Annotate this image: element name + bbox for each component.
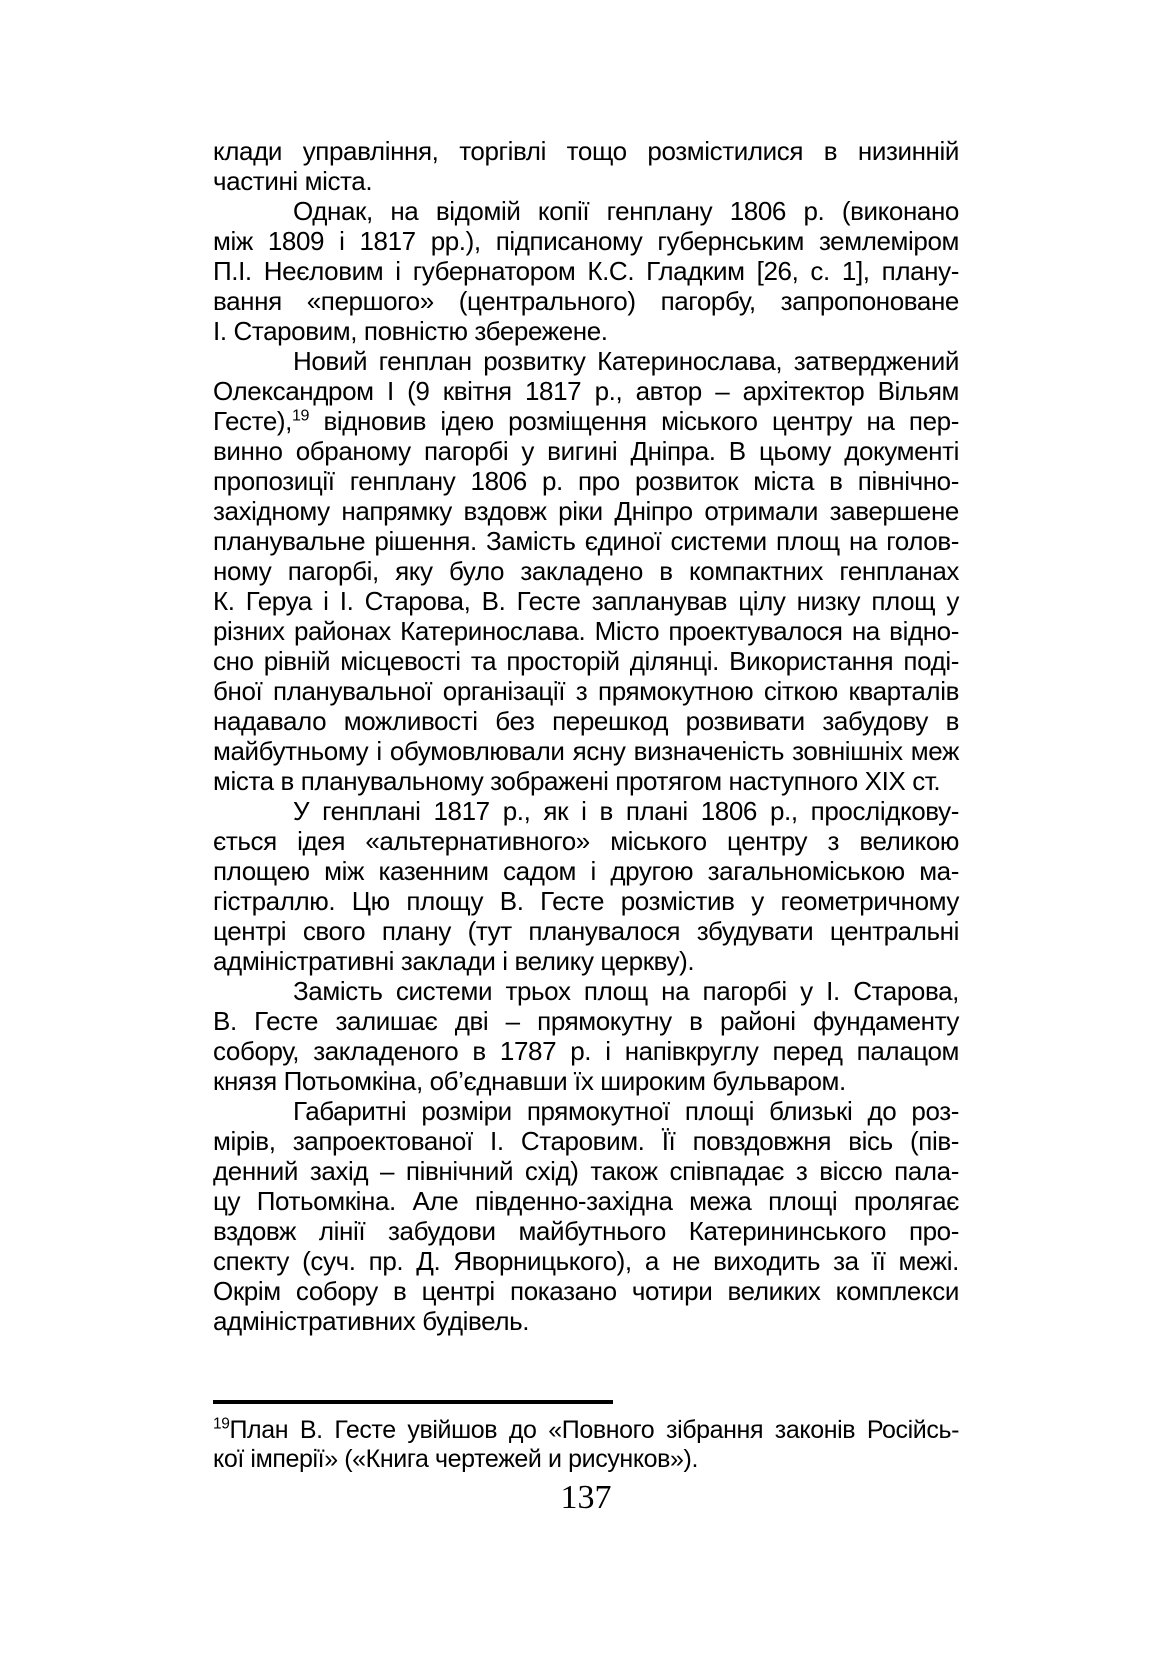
text-line: пропозиції генплану 1806 р. про розвиток міста в північно- [213, 466, 959, 496]
paragraph [213, 796, 959, 976]
text-line: західному напрямку вздовж ріки Дніпро отримали завершене [213, 496, 959, 526]
text-line: бної планувальної організації з прямокутною сіткою кварталів [213, 676, 959, 706]
text-line: між 1809 і 1817 рр.), підписаному губернським землеміром [213, 226, 959, 256]
text-line: мірів, запроектованої І. Старовим. Її повздовжня вісь (пів- [213, 1126, 959, 1156]
text-line: різних районах Катеринослава. Місто проектувалося на відно- [213, 616, 959, 646]
text-line: Однак, на відомій копії генплану 1806 р. (виконано [293, 196, 959, 226]
text-line: ється ідея «альтернативного» міського центру з великою [213, 826, 959, 856]
text-line: Гесте),$^{19}$ відновив ідею розміщення міського центру на пер- [213, 406, 959, 436]
text-line: площею між казенним садом і другою загальноміською ма- [213, 856, 959, 886]
text-line: Олександром І (9 квітня 1817 р., автор – архітектор Вільям [213, 376, 959, 406]
text-line: В. Гесте залишає дві – прямокутну в районі фундаменту [213, 1006, 959, 1036]
paragraph [213, 346, 959, 796]
text-line: вздовж лінії забудови майбутнього Катерининського про- [213, 1216, 959, 1246]
paragraph [213, 976, 959, 1096]
text-line: У генплані 1817 р., як і в плані 1806 р., прослідкову- [293, 796, 959, 826]
text-line: П.І. Неєловим і губернатором К.С. Гладким [26, с. 1], плану- [213, 256, 959, 286]
text-line: ному пагорбі, яку було закладено в компактних генпланах [213, 556, 959, 586]
text-line: Замість системи трьох площ на пагорбі у І. Старова, [293, 976, 959, 1006]
text-line: частині міста. [213, 166, 373, 196]
text-line: цу Потьомкіна. Але південно-західна межа площі пролягає [213, 1186, 959, 1216]
text-line: Новий генплан розвитку Катеринослава, затверджений [293, 346, 959, 376]
text-line: вання «першого» (центрального) пагорбу, запропоноване [213, 286, 959, 316]
footnote-separator [213, 1400, 613, 1404]
text-line: собору, закладеного в 1787 р. і напівкруглу перед палацом [213, 1036, 959, 1066]
text-line: І. Старовим, повністю збережене. [213, 316, 608, 346]
text-line: денний захід – північний схід) також співпадає з віссю пала- [213, 1156, 959, 1186]
footnote-marker: 19 [213, 1415, 230, 1433]
text-line: адміністративні заклади і велику церкву). [213, 946, 695, 976]
text-line: спекту (суч. пр. Д. Яворницького), а не виходить за її межі. [213, 1246, 959, 1276]
text-line: планувальне рішення. Замість єдиної системи площ на голов- [213, 526, 959, 556]
text-line: надавало можливості без перешкод розвивати забудову в [213, 706, 959, 736]
footnote [213, 1416, 959, 1474]
paragraph [213, 136, 959, 196]
paragraph [213, 1096, 959, 1336]
text-line: міста в планувальному зображені протягом наступного XIX ст. [213, 766, 941, 796]
text-line: князя Потьомкіна, об’єднавши їх широким бульваром. [213, 1066, 846, 1096]
text-line: К. Геруа і І. Старова, В. Гесте запланував цілу низку площ у [213, 586, 959, 616]
footnote-marker: 19 [291, 406, 310, 425]
text-line: $^{19}$План В. Гесте увійшов до «Повного зібрання законів Російсь- [213, 1415, 959, 1444]
text-line: Окрім собору в центрі показано чотири великих комплекси [213, 1276, 959, 1306]
text-line: майбутньому і обумовлювали ясну визначеність зовнішніх меж [213, 736, 959, 766]
paragraph [213, 196, 959, 346]
text-line: центрі свого плану (тут планувалося збудувати центральні [213, 916, 959, 946]
text-line: сно рівній місцевості та просторій ділянці. Використання поді- [213, 646, 959, 676]
main-text [213, 136, 959, 1336]
text-line: клади управління, торгівлі тощо розмістилися в низинній [213, 136, 959, 166]
text-line: гістраллю. Цю площу В. Гесте розмістив у геометричному [213, 886, 959, 916]
page-number: 137 [560, 1479, 612, 1516]
text-line: адміністративних будівель. [213, 1306, 530, 1336]
text-line: Габаритні розміри прямокутної площі близькі до роз- [293, 1096, 959, 1126]
text-line: кої імперії» («Книга чертежей и рисунков»). [213, 1445, 699, 1473]
text-line: винно обраному пагорбі у вигині Дніпра. В цьому документі [213, 436, 959, 466]
